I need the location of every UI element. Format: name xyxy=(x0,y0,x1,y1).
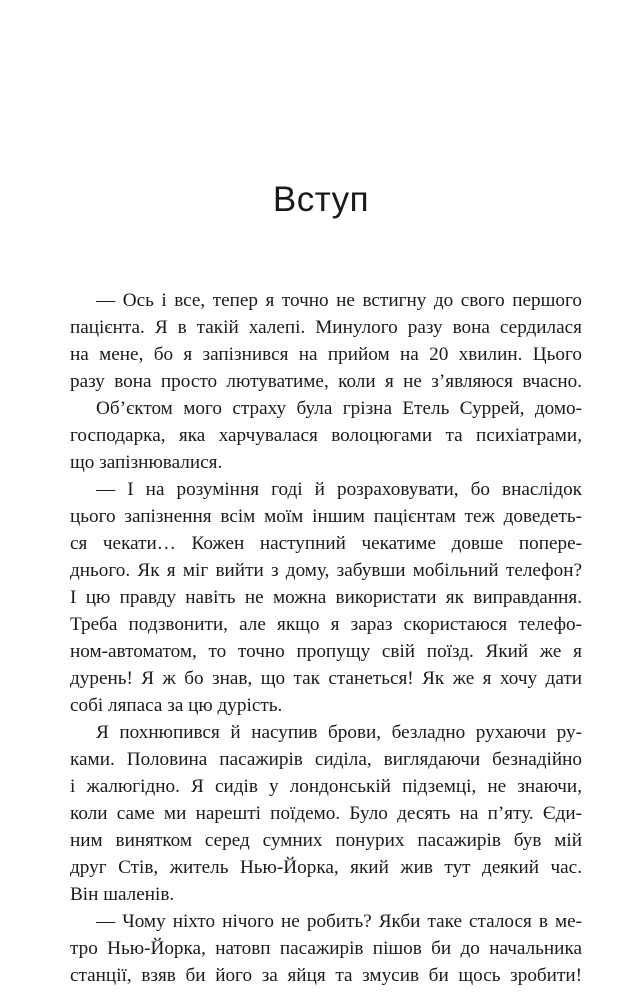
text-line: і жалюгідно. Я сидів у лондонській підземці, не знаючи, xyxy=(70,776,582,797)
text-line: Він шаленів. xyxy=(70,884,175,905)
text-line: ним винятком серед сумних понурих пасажирів був мій xyxy=(70,830,582,851)
text-line: Треба подзвонити, але якщо я зараз скористаюся телефо- xyxy=(70,614,582,635)
text-line: — Чому ніхто нічого не робить? Якби таке сталося в ме- xyxy=(96,911,582,932)
text-line: — І на розуміння годі й розраховувати, бо внаслідок xyxy=(96,479,582,500)
text-line: собі ляпаса за цю дурість. xyxy=(70,695,283,716)
body-text xyxy=(70,287,582,989)
text-line: ся чекати… Кожен наступний чекатиме довше попере- xyxy=(70,533,582,554)
text-line: пацієнта. Я в такій халепі. Минулого разу вона сердилася xyxy=(70,317,582,338)
text-line: на мене, бо я запізнився на прийом на 20 хвилин. Цього xyxy=(70,344,582,365)
chapter-title: Вступ xyxy=(272,180,370,219)
text-line: що запізнювалися. xyxy=(70,452,223,473)
paragraph-3 xyxy=(70,476,582,719)
text-line: тро Нью-Йорка, натовп пасажирів пішов би до начальника xyxy=(70,938,582,959)
text-line: дурень! Я ж бо знав, що так станеться! Як же я хочу дати xyxy=(70,668,582,689)
text-line: ном-автоматом, то точно пропущу свій поїзд. Який же я xyxy=(70,641,582,662)
text-line: І цю правду навіть не можна використати як виправдання. xyxy=(70,587,582,608)
text-line: друг Стів, житель Нью-Йорка, який жив тут деякий час. xyxy=(70,857,582,878)
text-line: станції, взяв би його за яйця та змусив би щось зробити! xyxy=(70,965,582,986)
text-line: разу вона просто лютуватиме, коли я не з’являюся вчасно. xyxy=(70,371,582,392)
text-line: — Ось і все, тепер я точно не встигну до свого першого xyxy=(96,290,582,311)
text-line: ками. Половина пасажирів сиділа, виглядаючи безнадійно xyxy=(70,749,582,770)
text-line: Я похнюпився й насупив брови, безладно рухаючи ру- xyxy=(96,722,582,743)
text-line: коли саме ми нарешті поїдемо. Було десять на п’яту. Єди- xyxy=(70,803,582,824)
paragraph-1 xyxy=(70,287,582,395)
paragraph-4 xyxy=(70,719,582,908)
text-line: днього. Як я міг вийти з дому, забувши мобільний телефон? xyxy=(70,560,582,581)
paragraph-5 xyxy=(70,908,582,989)
text-line: господарка, яка харчувалася волоцюгами та психіатрами, xyxy=(70,425,582,446)
text-line: Об’єктом мого страху була грізна Етель Суррей, домо- xyxy=(96,398,582,419)
text-line: цього запізнення всім моїм іншим пацієнтам теж доведеть- xyxy=(70,506,582,527)
paragraph-2 xyxy=(70,395,582,476)
